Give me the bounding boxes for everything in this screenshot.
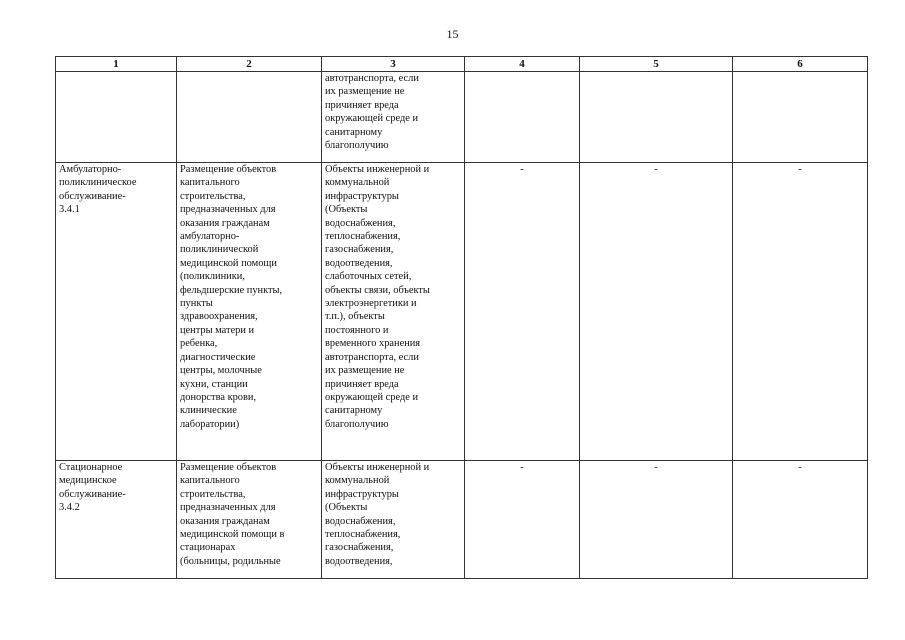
cell-col4 xyxy=(465,72,580,163)
cell-col6 xyxy=(733,72,868,163)
header-col-2: 2 xyxy=(177,57,322,72)
cell-auxiliary-uses xyxy=(322,163,465,461)
cell-name xyxy=(56,461,177,579)
header-col-5: 5 xyxy=(580,57,733,72)
cell-text: - xyxy=(654,462,658,473)
cell-text: Размещение объектов капитального строительства, предназначенных для оказания гражданам медицинской помощи в стационарах (больницы, родильные xyxy=(180,462,285,567)
cell-col6 xyxy=(733,163,868,461)
cell-name xyxy=(56,72,177,163)
cell-text: - xyxy=(654,164,658,175)
header-col-1: 1 xyxy=(56,57,177,72)
zoning-table xyxy=(55,56,868,579)
cell-description xyxy=(177,72,322,163)
table-row xyxy=(56,163,868,461)
cell-text: - xyxy=(798,164,802,175)
cell-text: Стационарное медицинское обслуживание- 3.4.2 xyxy=(59,462,126,514)
table-row xyxy=(56,461,868,579)
cell-text: автотранспорта, если их размещение не причиняет вреда окружающей среде и санитарному благополучию xyxy=(325,73,419,152)
table-row xyxy=(56,72,868,163)
cell-text: - xyxy=(520,462,524,473)
cell-col5 xyxy=(580,163,733,461)
cell-text: Амбулаторно- поликлиническое обслуживание- 3.4.1 xyxy=(59,164,137,216)
cell-auxiliary-uses xyxy=(322,461,465,579)
cell-col5 xyxy=(580,72,733,163)
cell-text: Объекты инженерной и коммунальной инфраструктуры (Объекты водоснабжения, теплоснабжения, газоснабжения, водоотведения, слаботочных сетей, объекты связи, объекты электроэнергетики и т.п.), объекты постоянного и временного хранения автотранспорта, если их размещение не причиняет вреда окружающей среде и санитарному благополучию xyxy=(325,164,430,430)
cell-text: Объекты инженерной и коммунальной инфраструктуры (Объекты водоснабжения, теплоснабжения, газоснабжения, водоотведения, xyxy=(325,462,430,567)
cell-description xyxy=(177,163,322,461)
cell-col4 xyxy=(465,461,580,579)
page-number: 15 xyxy=(446,27,459,41)
cell-description xyxy=(177,461,322,579)
cell-text: - xyxy=(798,462,802,473)
cell-col6 xyxy=(733,461,868,579)
header-col-3: 3 xyxy=(322,57,465,72)
cell-text: Размещение объектов капитального строительства, предназначенных для оказания гражданам амбулаторно- поликлинической медицинской помощи (поликлиники, фельдшерские пункты, пункты здравоохранения, центры матери и ребенка, диагностические центры, молочные кухни, станции донорства крови, клинические лаборатории) xyxy=(180,164,283,430)
header-row xyxy=(56,57,868,72)
cell-name xyxy=(56,163,177,461)
header-col-4: 4 xyxy=(465,57,580,72)
cell-auxiliary-uses xyxy=(322,72,465,163)
header-col-6: 6 xyxy=(733,57,868,72)
cell-col4 xyxy=(465,163,580,461)
cell-col5 xyxy=(580,461,733,579)
cell-text: - xyxy=(520,164,524,175)
